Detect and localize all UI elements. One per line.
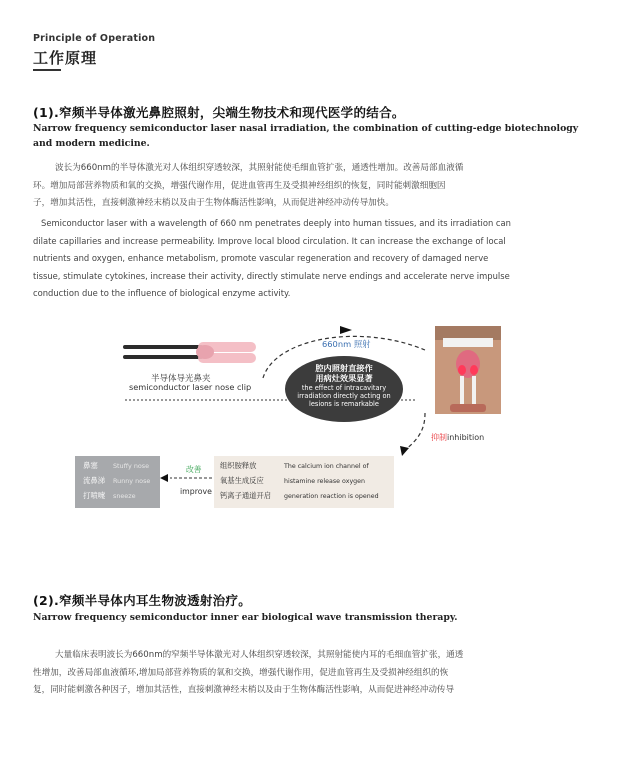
section1-body-en-line: dilate capillaries and increase permeability. Improve local blood circulation. It can increase the exchange of local [33, 235, 506, 246]
symptom-zh: 鼻塞 [83, 461, 98, 470]
section1-subtitle-line: Narrow frequency semiconductor laser nasal irradiation, the combination of cutting-edge biotechnology [33, 123, 579, 134]
section1-body-zh-line: 子，增加其活性，直接刺激神经末梢以及由于生物体酶活性影响，从而促进神经冲动传导加快。 [33, 198, 394, 208]
symptom-row [75, 458, 160, 473]
center-effect-en-line: the effect of intracavitary [301, 384, 387, 392]
inhibition-arrowhead-icon [400, 446, 409, 456]
inhibition-arc [405, 413, 425, 450]
symptom-en: Runny nose [113, 477, 151, 485]
symptoms-box [75, 456, 160, 508]
section1-subtitle [33, 121, 593, 151]
section2-body-zh-line: 大量临床表明波长为660nm的窄频半导体激光对人体组织穿透较深，其照射能使内耳的毛细血管扩张，通透 [55, 650, 464, 660]
inhibition-label [431, 432, 484, 443]
mechanism-en: histamine release oxygen [284, 478, 366, 485]
inhibition-label-en: inhibition [447, 433, 485, 442]
page-title: 工作原理 [33, 49, 98, 67]
mechanism-zh: 钙离子通道开启 [220, 491, 272, 500]
section-eyebrow: Principle of Operation [33, 33, 156, 44]
section1-body-en [33, 215, 593, 303]
mechanism-en: generation reaction is opened [284, 493, 379, 500]
arc-arrowhead-icon [340, 326, 352, 334]
symptom-row [75, 488, 160, 503]
section2-body-zh [33, 647, 593, 700]
section1-body-en-line: nutrients and oxygen, enhance metabolism, promote vascular regeneration and recovery of damaged nerve [33, 253, 489, 263]
section2-title: (2).窄频半导体内耳生物波透射治疗。 [33, 593, 252, 608]
nose-clip-label-zh: 半导体导光鼻夹 [151, 374, 211, 384]
mechanism-row [214, 473, 394, 488]
title-underline [33, 69, 61, 71]
section1-body-zh-line: 波长为660nm的半导体激光对人体组织穿透较深，其照射能使毛细血管扩张，通透性增加。改善局部血液循 [55, 163, 464, 173]
section2-body-zh-line: 复，同时能刺激各种因子，增加其活性，直接刺激神经末梢以及由于生物体酶活性影响，从而促进神经冲动传导 [33, 685, 455, 695]
symptom-en: sneeze [113, 492, 136, 500]
irradiation-label: 660nm 照射 [322, 339, 371, 349]
symptom-zh: 打喷嚏 [83, 491, 106, 500]
symptom-row [75, 473, 160, 488]
symptom-zh: 流鼻涕 [83, 476, 106, 485]
improve-label-en: improve [180, 487, 212, 496]
nose-clip-label-en: semiconductor laser nose clip [129, 382, 252, 392]
center-effect-zh-line: 腔内照射直接作 [315, 363, 373, 373]
section1-body-en-line: tissue, stimulate cytokines, increase their activity, directly stimulate nerve endings and accelerate nerve impulse [33, 270, 510, 281]
mechanism-diagram [0, 318, 617, 518]
section1-title: (1).窄频半导体激光鼻腔照射，尖端生物技术和现代医学的结合。 [33, 105, 405, 120]
patient-photo-icon [435, 326, 501, 414]
section1-subtitle-line: and modern medicine. [33, 138, 150, 149]
section2-subtitle: Narrow frequency semiconductor inner ear biological wave transmission therapy. [33, 612, 458, 623]
section1-body-zh-line: 环。增加局部营养物质和氧的交换，增强代谢作用，促进血管再生及受损神经组织的恢复，同时能刺激细胞因 [33, 180, 446, 191]
improve-arrowhead-icon [160, 474, 168, 482]
section1-body-en-line: conduction due to the influence of biological enzyme activity. [33, 288, 291, 298]
mechanism-zh: 氧基生成反应 [220, 476, 264, 485]
section2-body-zh-line: 性增加，改善局部血液循环,增加局部营养物质的氧和交换，增强代谢作用，促进血管再生及受损神经组织的恢 [33, 667, 449, 678]
center-effect-en-line: lesions is remarkable [309, 400, 379, 408]
mechanism-row [214, 458, 394, 473]
center-effect-zh-line: 用病灶效果显著 [315, 373, 373, 383]
mechanism-zh: 组织胺释放 [220, 461, 257, 470]
symptom-en: Stuffy nose [113, 462, 150, 470]
mechanism-en: The calcium ion channel of [284, 463, 369, 470]
inhibition-label-zh: 抑制 [431, 433, 447, 442]
section1-body-zh [33, 160, 593, 213]
improve-label-zh: 改善 [186, 465, 202, 474]
section1-body-en-line: Semiconductor laser with a wavelength of 660 nm penetrates deeply into human tissues, and its irradiation can [41, 218, 511, 228]
nose-clip-icon [123, 342, 256, 363]
center-effect-oval [285, 356, 403, 422]
center-effect-en-line: irradiation directly acting on [297, 392, 391, 400]
mechanism-box [214, 456, 394, 508]
mechanism-row [214, 488, 394, 503]
